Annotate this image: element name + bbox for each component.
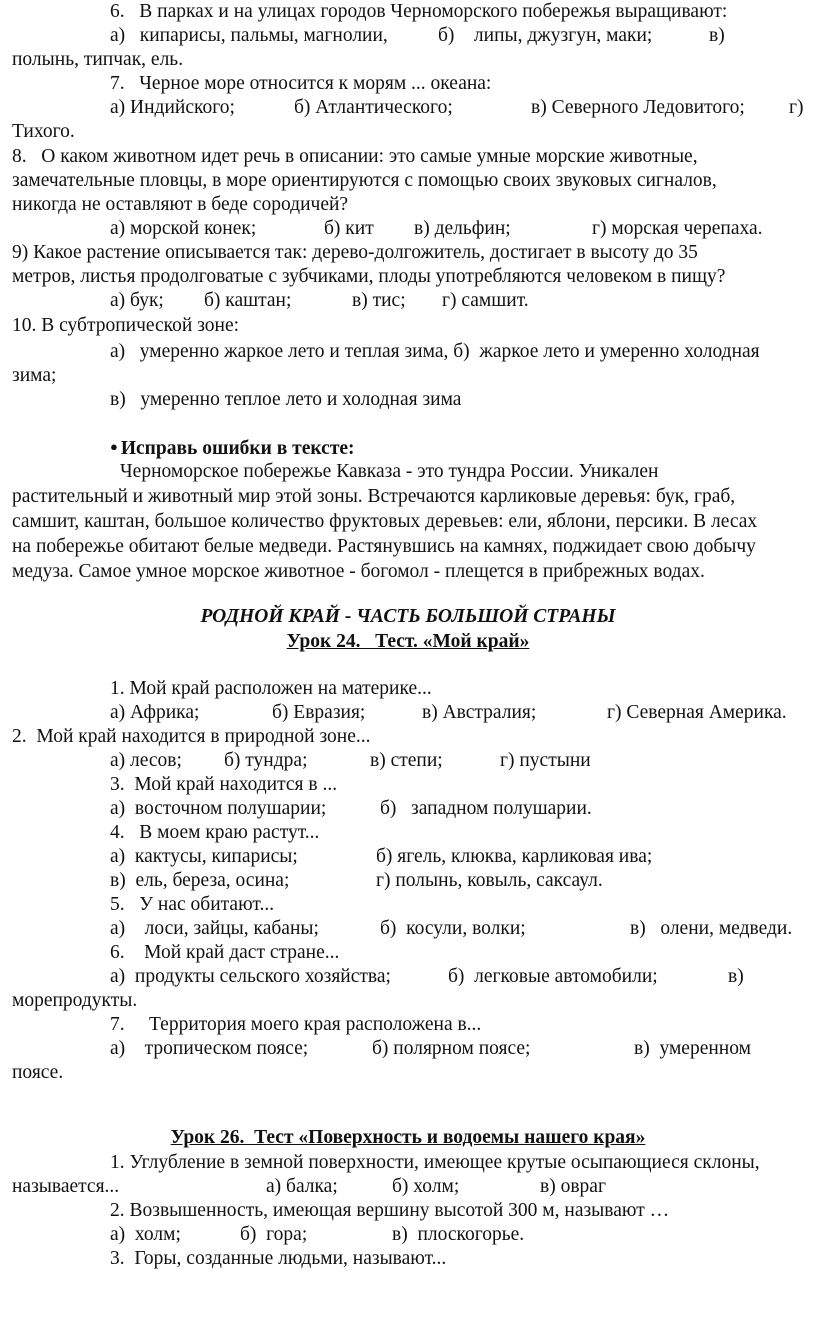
question-text: 1. Мой край расположен на материке... — [110, 678, 432, 699]
answer-d-cont: Тихого. — [12, 121, 75, 142]
answer-c: в) — [728, 966, 744, 987]
answer-c: в) тис; — [352, 290, 406, 311]
question-text: метров, листья продолговатые с зубчиками, плоды употребляются человеком в пищу? — [12, 266, 726, 287]
answer-d: г) Северная Америка. — [607, 702, 787, 723]
answer-c: в) олени, медведи. — [630, 918, 793, 939]
answer-a: а) балка; — [266, 1176, 338, 1197]
answer-c: в) умеренном — [634, 1038, 751, 1059]
question-text: 3. Горы, созданные людьми, называют... — [110, 1248, 447, 1269]
answer-a: а) лоси, зайцы, кабаны; — [110, 918, 319, 939]
answer-c-cont: полынь, типчак, ель. — [12, 49, 184, 70]
answer-c: в) дельфин; — [414, 218, 511, 239]
answer-a: а) продукты сельского хозяйства; — [110, 966, 391, 987]
answer-c: в) овраг — [540, 1176, 606, 1197]
section-title: РОДНОЙ КРАЙ - ЧАСТЬ БОЛЬШОЙ СТРАНЫ — [200, 606, 616, 627]
answer-d: г) — [789, 97, 804, 118]
answer-b: б) липы, джузгун, маки; — [438, 25, 653, 46]
answer-a: а) тропическом поясе; — [110, 1038, 309, 1059]
t26-question-2-answers — [12, 1223, 812, 1319]
answer-c: в) умеренно теплое лето и холодная зима — [110, 389, 462, 410]
answer-c-cont: поясе. — [12, 1062, 64, 1083]
question-text: 1. Углубление в земной поверхности, имеющее крутые осыпающиеся склоны, — [110, 1152, 760, 1173]
t24-question-7-answers — [12, 1037, 812, 1133]
question-text: 8. О каком животном идет речь в описании: это самые умные морские животные, — [12, 146, 698, 167]
answer-b: б) ягель, клюква, карликовая ива; — [376, 846, 653, 867]
answer-b: б) гора; — [240, 1224, 308, 1245]
answer-c-cont: морепродукты. — [12, 990, 138, 1011]
answer-a-b: а) умеренно жаркое лето и теплая зима, б) жаркое лето и умеренно холодная — [110, 341, 760, 362]
answer-b: б) полярном поясе; — [372, 1038, 531, 1059]
answer-b: б) кит — [324, 218, 374, 239]
paragraph-text: Черноморское побережье Кавказа - это тундра России. Уникален — [120, 461, 659, 482]
answer-a: а) лесов; — [110, 750, 182, 771]
answer-a: а) морской конек; — [110, 218, 257, 239]
question-text: 2. Возвышенность, имеющая вершину высотой 300 м, называют … — [110, 1200, 670, 1221]
answer-c: в) — [709, 25, 725, 46]
question-text: 9) Какое растение описывается так: дерево-долгожитель, достигает в высоту до 35 — [12, 242, 698, 263]
answer-d: г) морская черепаха. — [592, 218, 763, 239]
answer-b: б) Атлантического; — [294, 97, 453, 118]
paragraph-text: самшит, каштан, большое количество фруктовых деревьев: ели, яблони, персики. В лесах — [12, 511, 758, 532]
question-text: 3. Мой край находится в ... — [110, 774, 338, 795]
question-text: 4. В моем краю растут... — [110, 822, 320, 843]
answer-a: а) восточном полушарии; — [110, 798, 327, 819]
paragraph-text: медуза. Самое умное морское животное - богомол - плещется в прибрежных водах. — [12, 561, 705, 582]
question-text: замечательные пловцы, в море ориентируются с помощью своих звуковых сигналов, — [12, 170, 717, 191]
answer-b-cont: зима; — [12, 365, 57, 386]
answer-b: б) западном полушарии. — [380, 798, 592, 819]
question-text: 7. Черное море относится к морям ... океана: — [110, 73, 492, 94]
question-text: 5. У нас обитают... — [110, 894, 275, 915]
answer-b: б) тундра; — [224, 750, 308, 771]
lesson-24-title: Урок 24. Тест. «Мой край» — [286, 631, 530, 652]
question-text: 6. Мой край даст стране... — [110, 942, 340, 963]
answer-a: а) холм; — [110, 1224, 181, 1245]
answer-c: в) ель, береза, осина; — [110, 870, 290, 891]
answer-b: б) Евразия; — [272, 702, 366, 723]
answer-a: а) Индийского; — [110, 97, 235, 118]
question-text: 2. Мой край находится в природной зоне... — [12, 726, 371, 747]
answer-b: б) легковые автомобили; — [448, 966, 658, 987]
errors-heading — [110, 435, 355, 461]
answer-a: а) бук; — [110, 290, 164, 311]
question-text: 6. В парках и на улицах городов Черноморского побережья выращивают: — [110, 1, 728, 22]
answer-a: а) кипарисы, пальмы, магнолии, — [110, 25, 388, 46]
answer-d: г) самшит. — [442, 290, 529, 311]
answer-a: а) Африка; — [110, 702, 200, 723]
paragraph-text: на побережье обитают белые медведи. Растянувшись на камнях, поджидает свою добычу — [12, 536, 756, 557]
answer-c: в) Северного Ледовитого; — [531, 97, 745, 118]
question-text: 7. Территория моего края расположена в... — [110, 1014, 482, 1035]
question-text-cont: называется... — [12, 1176, 120, 1197]
answer-b: б) косули, волки; — [380, 918, 526, 939]
paragraph-text: растительный и животный мир этой зоны. Встречаются карликовые деревья: бук, граб, — [12, 486, 736, 507]
lesson-26-title: Урок 26. Тест «Поверхность и водоемы нашего края» — [170, 1127, 646, 1148]
answer-c: в) степи; — [370, 750, 443, 771]
question-text: никогда не оставляют в беде сородичей? — [12, 194, 349, 215]
bullet-icon: ● — [110, 439, 118, 454]
answer-b: б) холм; — [392, 1176, 460, 1197]
answer-d: г) полынь, ковыль, саксаул. — [376, 870, 603, 891]
answer-b: б) каштан; — [204, 290, 292, 311]
answer-c: в) плоскогорье. — [392, 1224, 525, 1245]
answer-a: а) кактусы, кипарисы; — [110, 846, 298, 867]
errors-heading-text: Исправь ошибки в тексте: — [120, 438, 355, 459]
answer-c: в) Австралия; — [422, 702, 537, 723]
answer-d: г) пустыни — [500, 750, 591, 771]
question-text: 10. В субтропической зоне: — [12, 315, 240, 336]
